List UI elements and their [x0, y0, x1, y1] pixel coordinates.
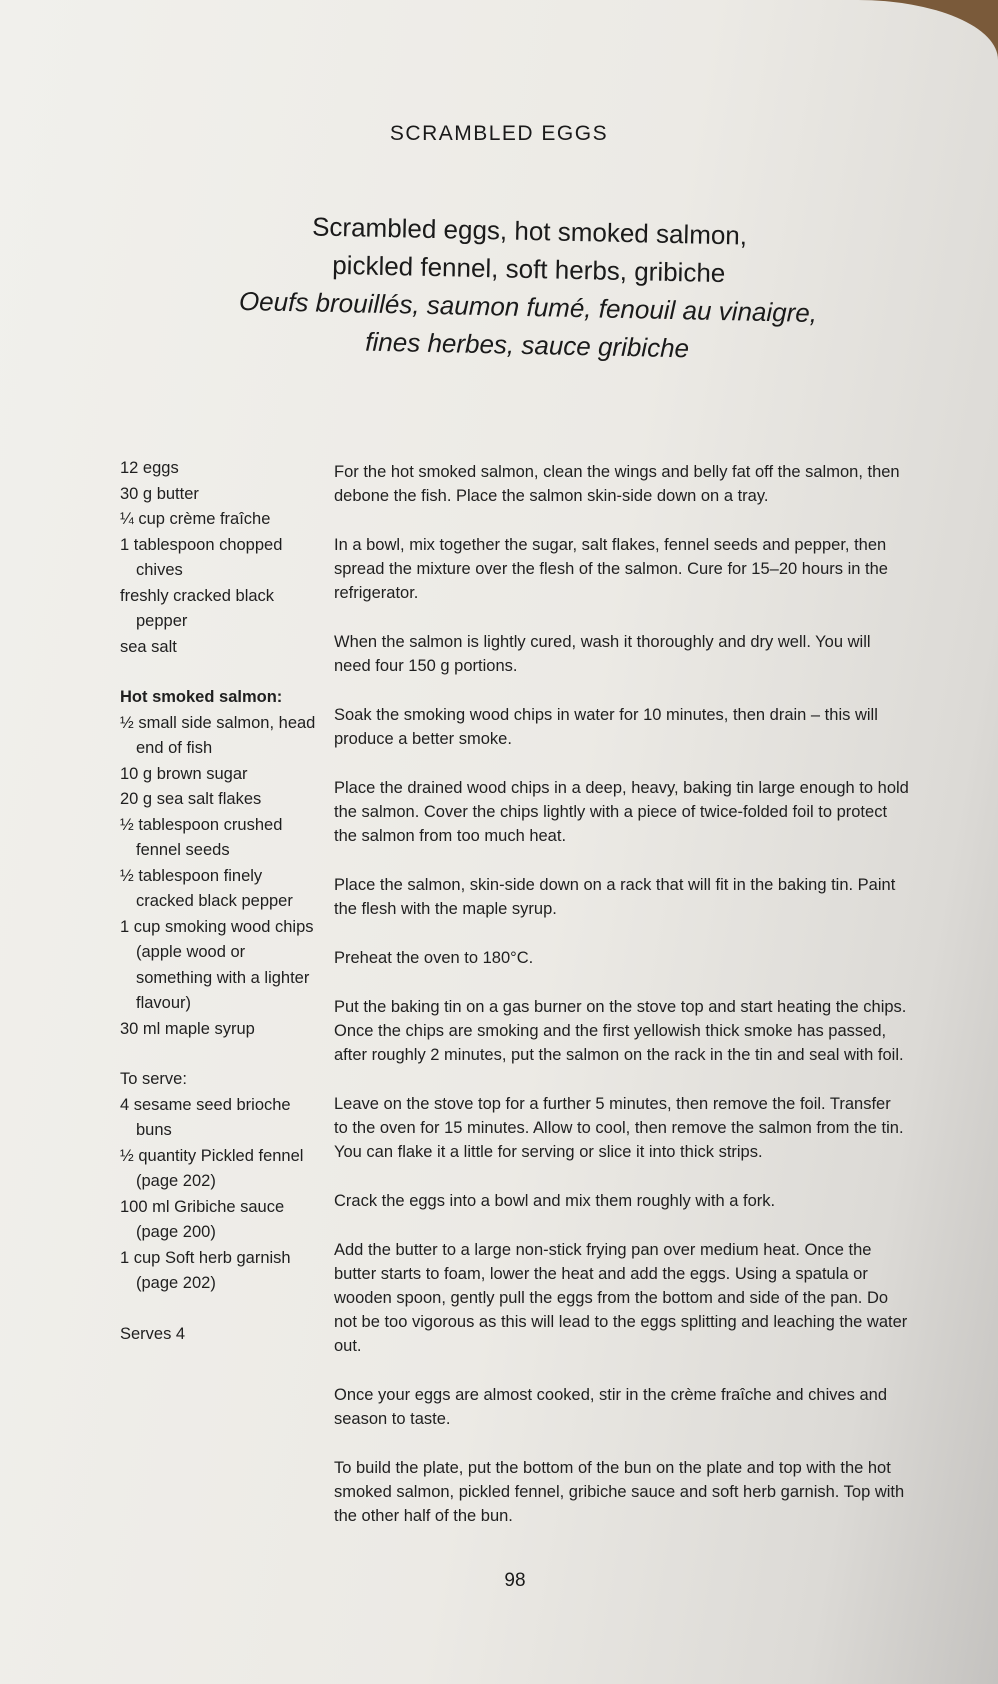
- ingredient-item: ½ quantity Pickled fennel (page 202): [120, 1146, 304, 1190]
- ingredient-item: 12 eggs: [120, 459, 179, 477]
- method-step: Crack the eggs into a bowl and mix them roughly with a fork.: [334, 1192, 776, 1210]
- ingredient-item: 1 cup smoking wood chips (apple wood or something with a lighter flavour): [120, 917, 314, 1012]
- method-step: Soak the smoking wood chips in water for 10 minutes, then drain – this will produce a better smoke.: [334, 706, 878, 748]
- ingredient-item: 30 ml maple syrup: [120, 1019, 255, 1038]
- method-step: Put the baking tin on a gas burner on the stove top and start heating the chips. Once the chips are smoking and the first yellowish thick smoke has passed, after roughly 2 minutes, put the salmon on the rack in the tin and seal with foil.: [334, 998, 907, 1064]
- method-step: Place the salmon, skin-side down on a rack that will fit in the baking tin. Paint the flesh with the maple syrup.: [334, 876, 896, 918]
- ingredient-item: ½ small side salmon, head end of fish: [120, 713, 316, 757]
- ingredient-item: ½ tablespoon finely cracked black pepper: [120, 866, 293, 910]
- ingredient-item: 1 cup Soft herb garnish (page 202): [120, 1248, 291, 1292]
- ingredient-item: 1 tablespoon chopped chives: [120, 535, 283, 579]
- method-step: Add the butter to a large non-stick frying pan over medium heat. Once the butter starts to foam, lower the heat and add the eggs. Using a spatula or wooden spoon, gently pull the eggs from the bottom and side of the pan. Do not be too vigorous as this will lead to the eggs splitting and leaching the water out.: [334, 1241, 908, 1355]
- method-step: In a bowl, mix together the sugar, salt flakes, fennel seeds and pepper, then spread the mixture over the flesh of the salmon. Cure for 15–20 hours in the refrigerator.: [334, 536, 888, 602]
- ingredient-item: 20 g sea salt flakes: [120, 790, 262, 808]
- title-french-line-1: Oeufs brouillés, saumon fumé, fenouil au vinaigre,: [238, 285, 818, 329]
- title-english-line-1: Scrambled eggs, hot smoked salmon,: [311, 211, 748, 251]
- ingredients-serve-heading: To serve:: [120, 1070, 187, 1088]
- ingredient-item: ½ tablespoon crushed fennel seeds: [120, 815, 283, 859]
- ingredients-salmon-heading: Hot smoked salmon:: [120, 688, 283, 706]
- title-english-line-2: pickled fennel, soft herbs, gribiche: [331, 249, 726, 289]
- method-step: Once your eggs are almost cooked, stir in the crème fraîche and chives and season to taste.: [334, 1386, 888, 1428]
- serves-count: Serves 4: [120, 1324, 186, 1343]
- ingredient-item: 30 g butter: [120, 484, 199, 503]
- ingredient-item: sea salt: [120, 637, 177, 656]
- ingredient-item: 10 g brown sugar: [120, 764, 248, 783]
- method-steps: [334, 460, 909, 1553]
- section-title: SCRAMBLED EGGS: [389, 122, 609, 145]
- ingredients-salmon: [120, 685, 320, 1042]
- page-number: 98: [504, 1570, 526, 1591]
- method-step: Place the drained wood chips in a deep, heavy, baking tin large enough to hold the salmon. Cover the chips lightly with a piece of twice-folded foil to protect the salmon from too much heat.: [334, 779, 909, 845]
- ingredient-item: ¼ cup crème fraîche: [120, 510, 271, 528]
- ingredients-eggs: [120, 456, 320, 660]
- method-step: Preheat the oven to 180°C.: [334, 949, 534, 967]
- recipe-title: [0, 201, 998, 375]
- ingredient-item: 4 sesame seed brioche buns: [120, 1095, 291, 1139]
- method-step: For the hot smoked salmon, clean the wings and belly fat off the salmon, then debone the fish. Place the salmon skin-side down on a tray.: [334, 463, 900, 505]
- method-step: To build the plate, put the bottom of the bun on the plate and top with the hot smoked salmon, pickled fennel, gribiche sauce and soft herb garnish. Top with the other half of the bun.: [334, 1459, 905, 1525]
- method-step: When the salmon is lightly cured, wash it thoroughly and dry well. You will need four 150 g portions.: [334, 633, 871, 675]
- ingredients-serve: [120, 1067, 320, 1297]
- title-french-line-2: fines herbes, sauce gribiche: [365, 326, 690, 364]
- ingredient-item: 100 ml Gribiche sauce (page 200): [120, 1197, 285, 1241]
- method-step: Leave on the stove top for a further 5 minutes, then remove the foil. Transfer to the oven for 15 minutes. Allow to cool, then remove the salmon from the tin. You can flake it a little for serving or slice it into thick strips.: [334, 1095, 904, 1161]
- ingredients-list: [120, 456, 320, 1347]
- ingredient-item: freshly cracked black pepper: [120, 586, 275, 630]
